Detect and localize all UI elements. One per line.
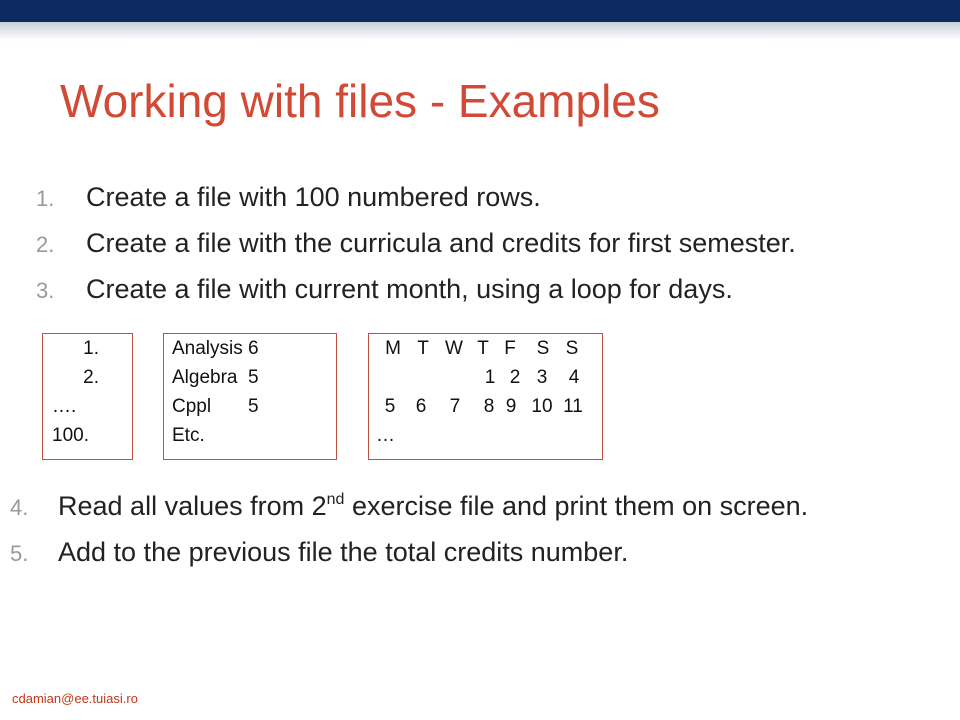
weekday-label: T bbox=[417, 338, 429, 359]
item-text-before: Read all values from 2 bbox=[58, 491, 327, 521]
item-number: 1. bbox=[36, 186, 55, 211]
day-number: 8 bbox=[483, 396, 495, 417]
slide-title: Working with files - Examples bbox=[60, 75, 660, 127]
weekday-label: M bbox=[385, 338, 401, 359]
day-number: 2 bbox=[509, 367, 521, 388]
box-line: 1. bbox=[83, 338, 99, 359]
box-line: Analysis 6 bbox=[172, 338, 259, 359]
list-item bbox=[10, 533, 808, 579]
item-text: Create a file with current month, using a loop for days. bbox=[86, 274, 733, 304]
calendar-header-row bbox=[369, 334, 602, 363]
ordinal-superscript: nd bbox=[326, 491, 345, 508]
list-item bbox=[36, 270, 796, 316]
item-number: 2. bbox=[36, 232, 55, 257]
top-banner-shadow bbox=[0, 22, 960, 40]
weekday-label: S bbox=[565, 338, 579, 359]
numbered-rows-example-box bbox=[42, 333, 133, 460]
day-number: 4 bbox=[568, 367, 580, 388]
day-number: 1 bbox=[484, 367, 496, 388]
weekday-label: F bbox=[504, 338, 516, 359]
author-email: cdamian@ee.tuiasi.ro bbox=[12, 691, 138, 706]
list-item bbox=[36, 224, 796, 270]
item-number: 4. bbox=[10, 495, 29, 520]
weekday-label: S bbox=[536, 338, 550, 359]
box-line: Cppl 5 bbox=[172, 396, 259, 417]
box-line: …. bbox=[52, 396, 77, 417]
day-number: 9 bbox=[505, 396, 517, 417]
item-text: Create a file with 100 numbered rows. bbox=[86, 182, 541, 212]
weekday-label: T bbox=[477, 338, 489, 359]
calendar-ellipsis: … bbox=[376, 425, 395, 446]
curricula-example-box bbox=[163, 333, 337, 460]
calendar-week-row bbox=[369, 363, 602, 392]
item-number: 5. bbox=[10, 541, 29, 566]
weekday-label: W bbox=[445, 338, 463, 359]
item-number: 3. bbox=[36, 278, 55, 303]
day-number: 6 bbox=[415, 396, 427, 417]
box-line: Algebra 5 bbox=[172, 367, 259, 388]
item-text: Add to the previous file the total credits number. bbox=[58, 537, 629, 567]
item-text: Create a file with the curricula and credits for first semester. bbox=[86, 228, 796, 258]
item-text-after: exercise file and print them on screen. bbox=[344, 491, 809, 521]
box-line: Etc. bbox=[172, 425, 205, 446]
day-number: 7 bbox=[449, 396, 461, 417]
day-number: 3 bbox=[536, 367, 548, 388]
day-number: 10 bbox=[531, 396, 553, 417]
box-line: 100. bbox=[52, 425, 89, 446]
day-number: 5 bbox=[384, 396, 396, 417]
list-item bbox=[10, 487, 808, 533]
calendar-week-row bbox=[369, 392, 602, 421]
calendar-example-box bbox=[368, 333, 603, 460]
box-line: 2. bbox=[83, 367, 99, 388]
exercise-list-bottom bbox=[10, 487, 808, 579]
day-number: 11 bbox=[563, 396, 583, 417]
exercise-list-top bbox=[36, 178, 796, 316]
top-banner bbox=[0, 0, 960, 22]
list-item bbox=[36, 178, 796, 224]
